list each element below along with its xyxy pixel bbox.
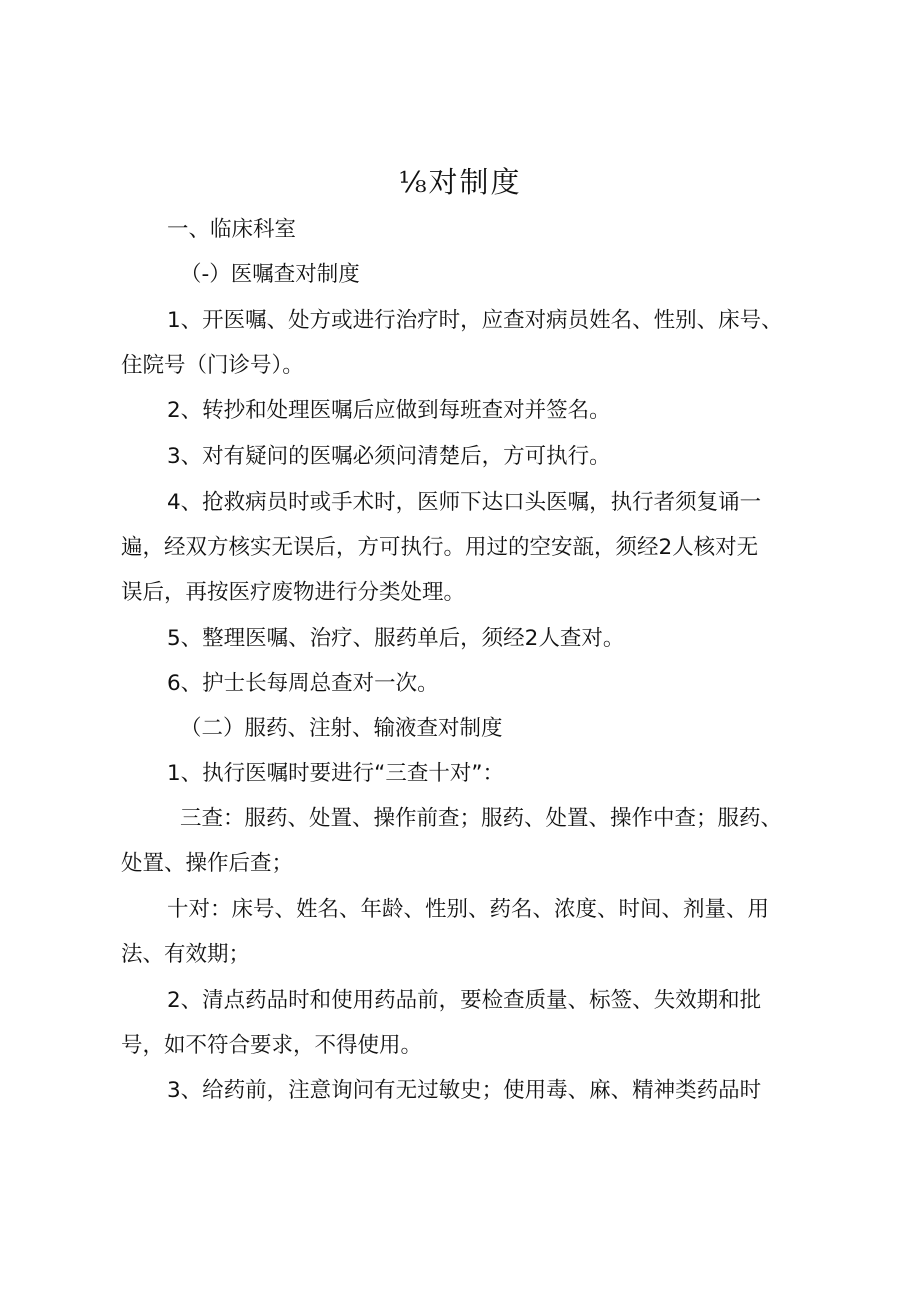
paragraph-line: 住院号（门诊号）。 [121, 353, 304, 378]
paragraph-line: 6、护士长每周总查对一次。 [167, 671, 439, 696]
paragraph-line: 误后，再按医疗废物进行分类处理。 [121, 580, 466, 605]
subsection-heading-medication: （二）服药、注射、输液查对制度 [180, 716, 503, 741]
paragraph-line: 1、执行医嘱时要进行“三查十对”： [167, 761, 504, 786]
section-heading-clinical: 一、临床科室 [167, 217, 297, 242]
document-title: ⅛对制度 [398, 165, 522, 199]
subsection-heading-orders: （-）医嘱查对制度 [180, 262, 360, 287]
paragraph-line: 2、清点药品时和使用药品前，要检查质量、标签、失效期和批 [167, 988, 762, 1013]
paragraph-line: 号，如不符合要求，不得使用。 [121, 1033, 423, 1058]
paragraph-line: 3、对有疑问的医嘱必须问清楚后，方可执行。 [167, 444, 611, 469]
paragraph-line: 5、整理医嘱、治疗、服药单后，须经2人查对。 [167, 626, 625, 651]
paragraph-line: 处置、操作后查； [121, 851, 294, 876]
paragraph-line: 4、抢救病员时或手术时，医师下达口头医嘱，执行者须复诵一 [167, 490, 762, 515]
paragraph-line: 1、开医嘱、处方或进行治疗时，应查对病员姓名、性别、床号、 [167, 308, 783, 333]
paragraph-line: 法、有效期； [121, 942, 251, 967]
paragraph-line: 遍，经双方核实无误后，方可执行。用过的空安瓿，须经2人核对无 [121, 535, 759, 560]
paragraph-line: 十对：床号、姓名、年龄、性别、药名、浓度、时间、剂量、用 [167, 897, 770, 922]
paragraph-line: 三查：服药、处置、操作前查；服药、处置、操作中查；服药、 [180, 806, 783, 831]
paragraph-line: 3、给药前，注意询问有无过敏史；使用毒、麻、精神类药品时 [167, 1078, 762, 1103]
paragraph-line: 2、转抄和处理医嘱后应做到每班查对并签名。 [167, 398, 611, 423]
